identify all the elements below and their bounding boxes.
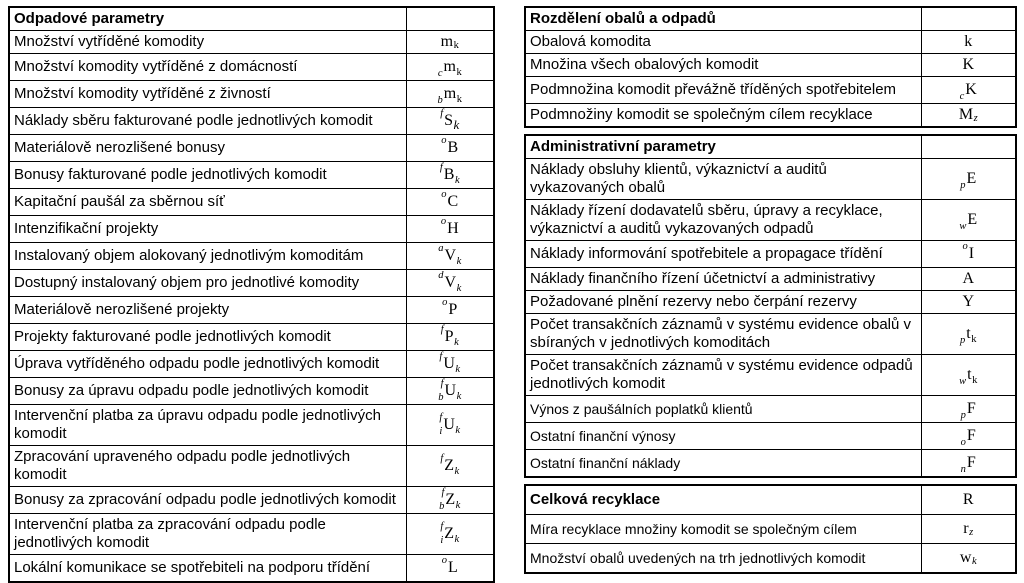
parameter-symbol xyxy=(921,515,1016,544)
parameter-symbol xyxy=(921,31,1016,54)
math-symbol: o I xyxy=(962,241,975,262)
parameter-symbol xyxy=(406,135,494,162)
parameter-label: Množství vytříděné komodity xyxy=(9,31,406,54)
table-row xyxy=(525,291,1016,314)
math-symbol: o P xyxy=(442,297,458,318)
parameter-label: Materiálově nerozlišené projekty xyxy=(9,297,406,324)
parameter-label: Instalovaný objem alokovaný jednotlivým komoditám xyxy=(9,243,406,270)
math-symbol: Y xyxy=(962,293,975,310)
parameter-label: Bonusy za zpracování odpadu podle jednotlivých komodit xyxy=(9,487,406,514)
parameter-label: Náklady obsluhy klientů, výkaznictví a auditů vykazovaných obalů xyxy=(525,159,921,200)
table-row xyxy=(525,54,1016,77)
math-symbol: k xyxy=(964,33,973,50)
parameter-symbol xyxy=(406,297,494,324)
math-symbol: w E xyxy=(959,211,978,232)
parameter-symbol xyxy=(921,355,1016,396)
table-row xyxy=(525,314,1016,355)
math-symbol: o H xyxy=(440,216,459,237)
parameter-label: Podmnožiny komodit se společným cílem recyklace xyxy=(525,104,921,128)
parameter-label: Náklady informování spotřebitele a propagace třídění xyxy=(525,241,921,268)
table-row xyxy=(9,243,494,270)
parameter-label: Intervenční platba za úpravu odpadu podle jednotlivých komodit xyxy=(9,405,406,446)
table-row xyxy=(9,54,494,81)
math-symbol: R xyxy=(962,491,974,508)
table-packaging-waste-division xyxy=(524,6,1017,128)
table-row xyxy=(525,241,1016,268)
parameter-label: Náklady sběru fakturované podle jednotlivých komodit xyxy=(9,108,406,135)
math-symbol: n F xyxy=(960,454,976,475)
parameter-label: Míra recyklace množiny komodit se společným cílem xyxy=(525,515,921,544)
parameter-label: Náklady finančního řízení účetnictví a administrativy xyxy=(525,268,921,291)
table-header-row xyxy=(9,7,494,31)
parameter-symbol xyxy=(406,378,494,405)
math-symbol: a V k xyxy=(438,243,462,267)
math-symbol: f S k xyxy=(440,108,460,132)
table-row xyxy=(9,351,494,378)
math-symbol: d V k xyxy=(438,270,462,294)
parameter-label: Podmnožina komodit převážně tříděných spotřebitelem xyxy=(525,77,921,104)
parameter-label: Ostatní finanční výnosy xyxy=(525,423,921,450)
table-row xyxy=(525,544,1016,574)
parameter-label: Množina všech obalových komodit xyxy=(525,54,921,77)
table-title-symbol xyxy=(921,7,1016,31)
table-title: Administrativní parametry xyxy=(525,135,921,159)
parameter-symbol xyxy=(406,189,494,216)
parameter-symbol xyxy=(406,54,494,81)
parameter-label: Bonusy fakturované podle jednotlivých komodit xyxy=(9,162,406,189)
table-row xyxy=(525,268,1016,291)
left-column xyxy=(8,6,493,583)
parameter-label: Bonusy za úpravu odpadu podle jednotlivých komodit xyxy=(9,378,406,405)
parameter-symbol xyxy=(406,514,494,555)
parameter-symbol xyxy=(921,314,1016,355)
math-symbol: o B xyxy=(441,135,459,156)
parameter-symbol xyxy=(406,446,494,487)
math-symbol: f Z k xyxy=(440,453,460,477)
right-column xyxy=(524,6,1015,574)
math-symbol: o F xyxy=(960,427,976,448)
parameter-symbol xyxy=(921,423,1016,450)
math-symbol: f b U k xyxy=(438,378,462,403)
parameter-symbol xyxy=(406,270,494,297)
math-symbol: o L xyxy=(441,555,458,576)
parameter-label: Materiálově nerozlišené bonusy xyxy=(9,135,406,162)
parameter-label: Lokální komunikace se spotřebiteli na podporu třídění xyxy=(9,555,406,583)
math-symbol: f b Z k xyxy=(439,487,461,512)
table-waste-parameters xyxy=(8,6,495,583)
table-administrative-parameters xyxy=(524,134,1017,478)
parameter-symbol xyxy=(921,104,1016,128)
table-row xyxy=(9,135,494,162)
table-row xyxy=(525,450,1016,478)
parameter-symbol xyxy=(406,487,494,514)
table-row xyxy=(525,396,1016,423)
math-symbol: K xyxy=(962,56,975,73)
parameter-label: Počet transakčních záznamů v systému evidence odpadů jednotlivých komodit xyxy=(525,355,921,396)
table-total-recycling xyxy=(524,484,1017,574)
parameter-label: Ostatní finanční náklady xyxy=(525,450,921,478)
parameter-symbol xyxy=(921,200,1016,241)
table-header-row xyxy=(525,7,1016,31)
math-symbol: c K xyxy=(959,81,977,102)
table-row xyxy=(9,405,494,446)
table-row xyxy=(525,423,1016,450)
parameter-symbol xyxy=(921,291,1016,314)
parameter-symbol xyxy=(921,54,1016,77)
math-symbol: f i U k xyxy=(439,412,461,437)
parameter-symbol xyxy=(406,162,494,189)
parameter-symbol xyxy=(406,31,494,54)
parameter-label: Obalová komodita xyxy=(525,31,921,54)
table-row xyxy=(9,216,494,243)
table-row xyxy=(9,324,494,351)
math-symbol: m k xyxy=(440,33,459,51)
parameter-label: Intenzifikační projekty xyxy=(9,216,406,243)
math-symbol: f U k xyxy=(439,351,461,375)
parameter-label: Kapitační paušál za sběrnou síť xyxy=(9,189,406,216)
table-row xyxy=(525,200,1016,241)
table-row xyxy=(9,162,494,189)
table-row xyxy=(9,514,494,555)
math-symbol: w k xyxy=(959,549,977,567)
parameter-symbol xyxy=(921,241,1016,268)
table-row xyxy=(525,515,1016,544)
parameter-symbol xyxy=(921,159,1016,200)
table-row xyxy=(525,159,1016,200)
table-row xyxy=(525,77,1016,104)
math-symbol: f B k xyxy=(439,162,460,186)
table-row xyxy=(9,189,494,216)
table-row xyxy=(525,104,1016,128)
table-row xyxy=(9,378,494,405)
parameter-symbol xyxy=(921,77,1016,104)
math-symbol: M z xyxy=(958,106,978,124)
parameter-label: Množství obalů uvedených na trh jednotlivých komodit xyxy=(525,544,921,574)
table-row xyxy=(9,297,494,324)
parameter-label: Intervenční platba za zpracování odpadu podle jednotlivých komodit xyxy=(9,514,406,555)
parameter-symbol xyxy=(921,268,1016,291)
parameter-symbol xyxy=(406,405,494,446)
math-symbol: f i Z k xyxy=(440,521,460,546)
math-symbol: f P k xyxy=(440,324,459,348)
table-title-symbol xyxy=(406,7,494,31)
table-title: Odpadové parametry xyxy=(9,7,406,31)
math-symbol: o C xyxy=(441,189,459,210)
table-title-symbol xyxy=(921,135,1016,159)
math-symbol: p E xyxy=(960,170,977,191)
parameter-symbol xyxy=(921,544,1016,574)
table-header-row xyxy=(525,485,1016,515)
parameter-label: Úprava vytříděného odpadu podle jednotlivých komodit xyxy=(9,351,406,378)
table-row xyxy=(9,446,494,487)
parameter-symbol xyxy=(406,108,494,135)
math-symbol: A xyxy=(962,270,975,287)
table-row xyxy=(9,31,494,54)
math-symbol: r z xyxy=(963,520,974,538)
table-title: Rozdělení obalů a odpadů xyxy=(525,7,921,31)
parameter-label: Výnos z paušálních poplatků klientů xyxy=(525,396,921,423)
table-title: Celková recyklace xyxy=(525,485,921,515)
parameter-label: Množství komodity vytříděné z domácností xyxy=(9,54,406,81)
math-symbol: b m k xyxy=(437,85,462,106)
parameter-label: Počet transakčních záznamů v systému evidence obalů v sbíraných v jednotlivých komoditách xyxy=(525,314,921,355)
parameter-symbol xyxy=(921,396,1016,423)
table-title-symbol xyxy=(921,485,1016,515)
parameter-symbol xyxy=(406,216,494,243)
parameter-label: Projekty fakturované podle jednotlivých komodit xyxy=(9,324,406,351)
table-header-row xyxy=(525,135,1016,159)
parameter-symbol xyxy=(406,81,494,108)
parameter-symbol xyxy=(406,243,494,270)
table-row xyxy=(9,270,494,297)
table-row xyxy=(9,487,494,514)
table-row xyxy=(525,31,1016,54)
table-row xyxy=(525,355,1016,396)
math-symbol: c m k xyxy=(437,58,462,79)
parameter-label: Zpracování upraveného odpadu podle jednotlivých komodit xyxy=(9,446,406,487)
parameter-symbol xyxy=(406,351,494,378)
parameter-symbol xyxy=(921,450,1016,478)
table-row xyxy=(9,81,494,108)
math-symbol: w t k xyxy=(959,366,978,387)
parameter-label: Náklady řízení dodavatelů sběru, úpravy a recyklace, výkaznictví a auditů vykazovaných odpadů xyxy=(525,200,921,241)
parameter-symbol xyxy=(406,324,494,351)
table-row xyxy=(9,108,494,135)
math-symbol: p F xyxy=(960,400,976,421)
math-symbol: p t k xyxy=(960,325,977,346)
parameter-label: Dostupný instalovaný objem pro jednotlivé komodity xyxy=(9,270,406,297)
parameter-label: Množství komodity vytříděné z živností xyxy=(9,81,406,108)
parameter-label: Požadované plnění rezervy nebo čerpání rezervy xyxy=(525,291,921,314)
